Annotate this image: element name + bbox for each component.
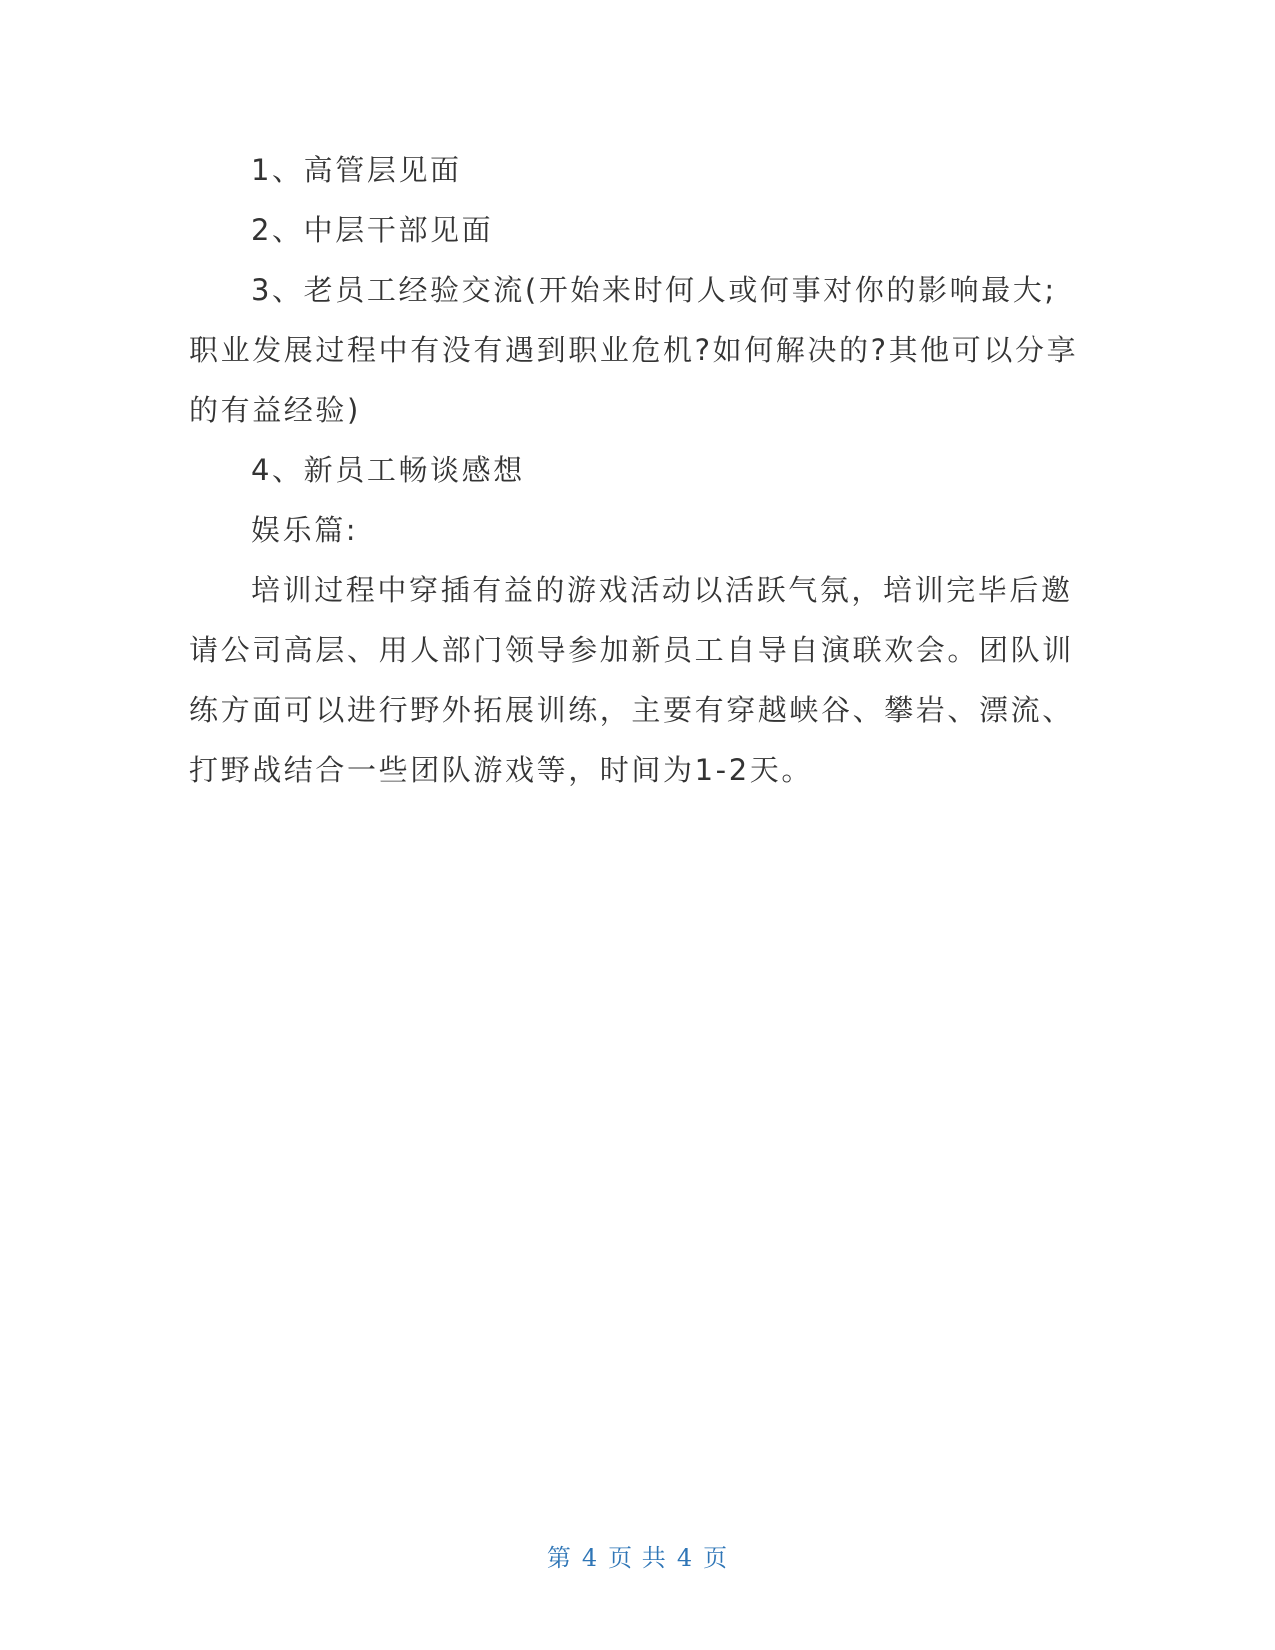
entertainment-paragraph: 培训过程中穿插有益的游戏活动以活跃气氛，培训完毕后邀请公司高层、用人部门领导参加新员工自导自演联欢会。团队训练方面可以进行野外拓展训练，主要有穿越峡谷、攀岩、漂流、打野战结合一些团队游戏等，时间为1-2天。 bbox=[189, 573, 1074, 787]
footer-prefix: 第 bbox=[546, 1544, 572, 1572]
footer-total-pages: 4 bbox=[676, 1544, 694, 1572]
list-item-middle-management: 2、中层干部见面 bbox=[251, 213, 494, 247]
footer-suffix: 页 bbox=[703, 1544, 729, 1572]
footer-current-page: 4 bbox=[581, 1544, 599, 1572]
list-item-veteran-exchange: 3、老员工经验交流(开始来时何人或何事对你的影响最大;职业发展过程中有没有遇到职业危机?如何解决的?其他可以分享的有益经验) bbox=[189, 273, 1079, 427]
document-body bbox=[189, 140, 1079, 800]
footer-middle: 页 共 bbox=[608, 1544, 667, 1572]
list-item-senior-management: 1、高管层见面 bbox=[251, 153, 462, 187]
section-heading-entertainment: 娱乐篇: bbox=[251, 513, 359, 547]
page-footer bbox=[0, 1538, 1275, 1573]
list-item-new-employee-thoughts: 4、新员工畅谈感想 bbox=[251, 453, 525, 487]
